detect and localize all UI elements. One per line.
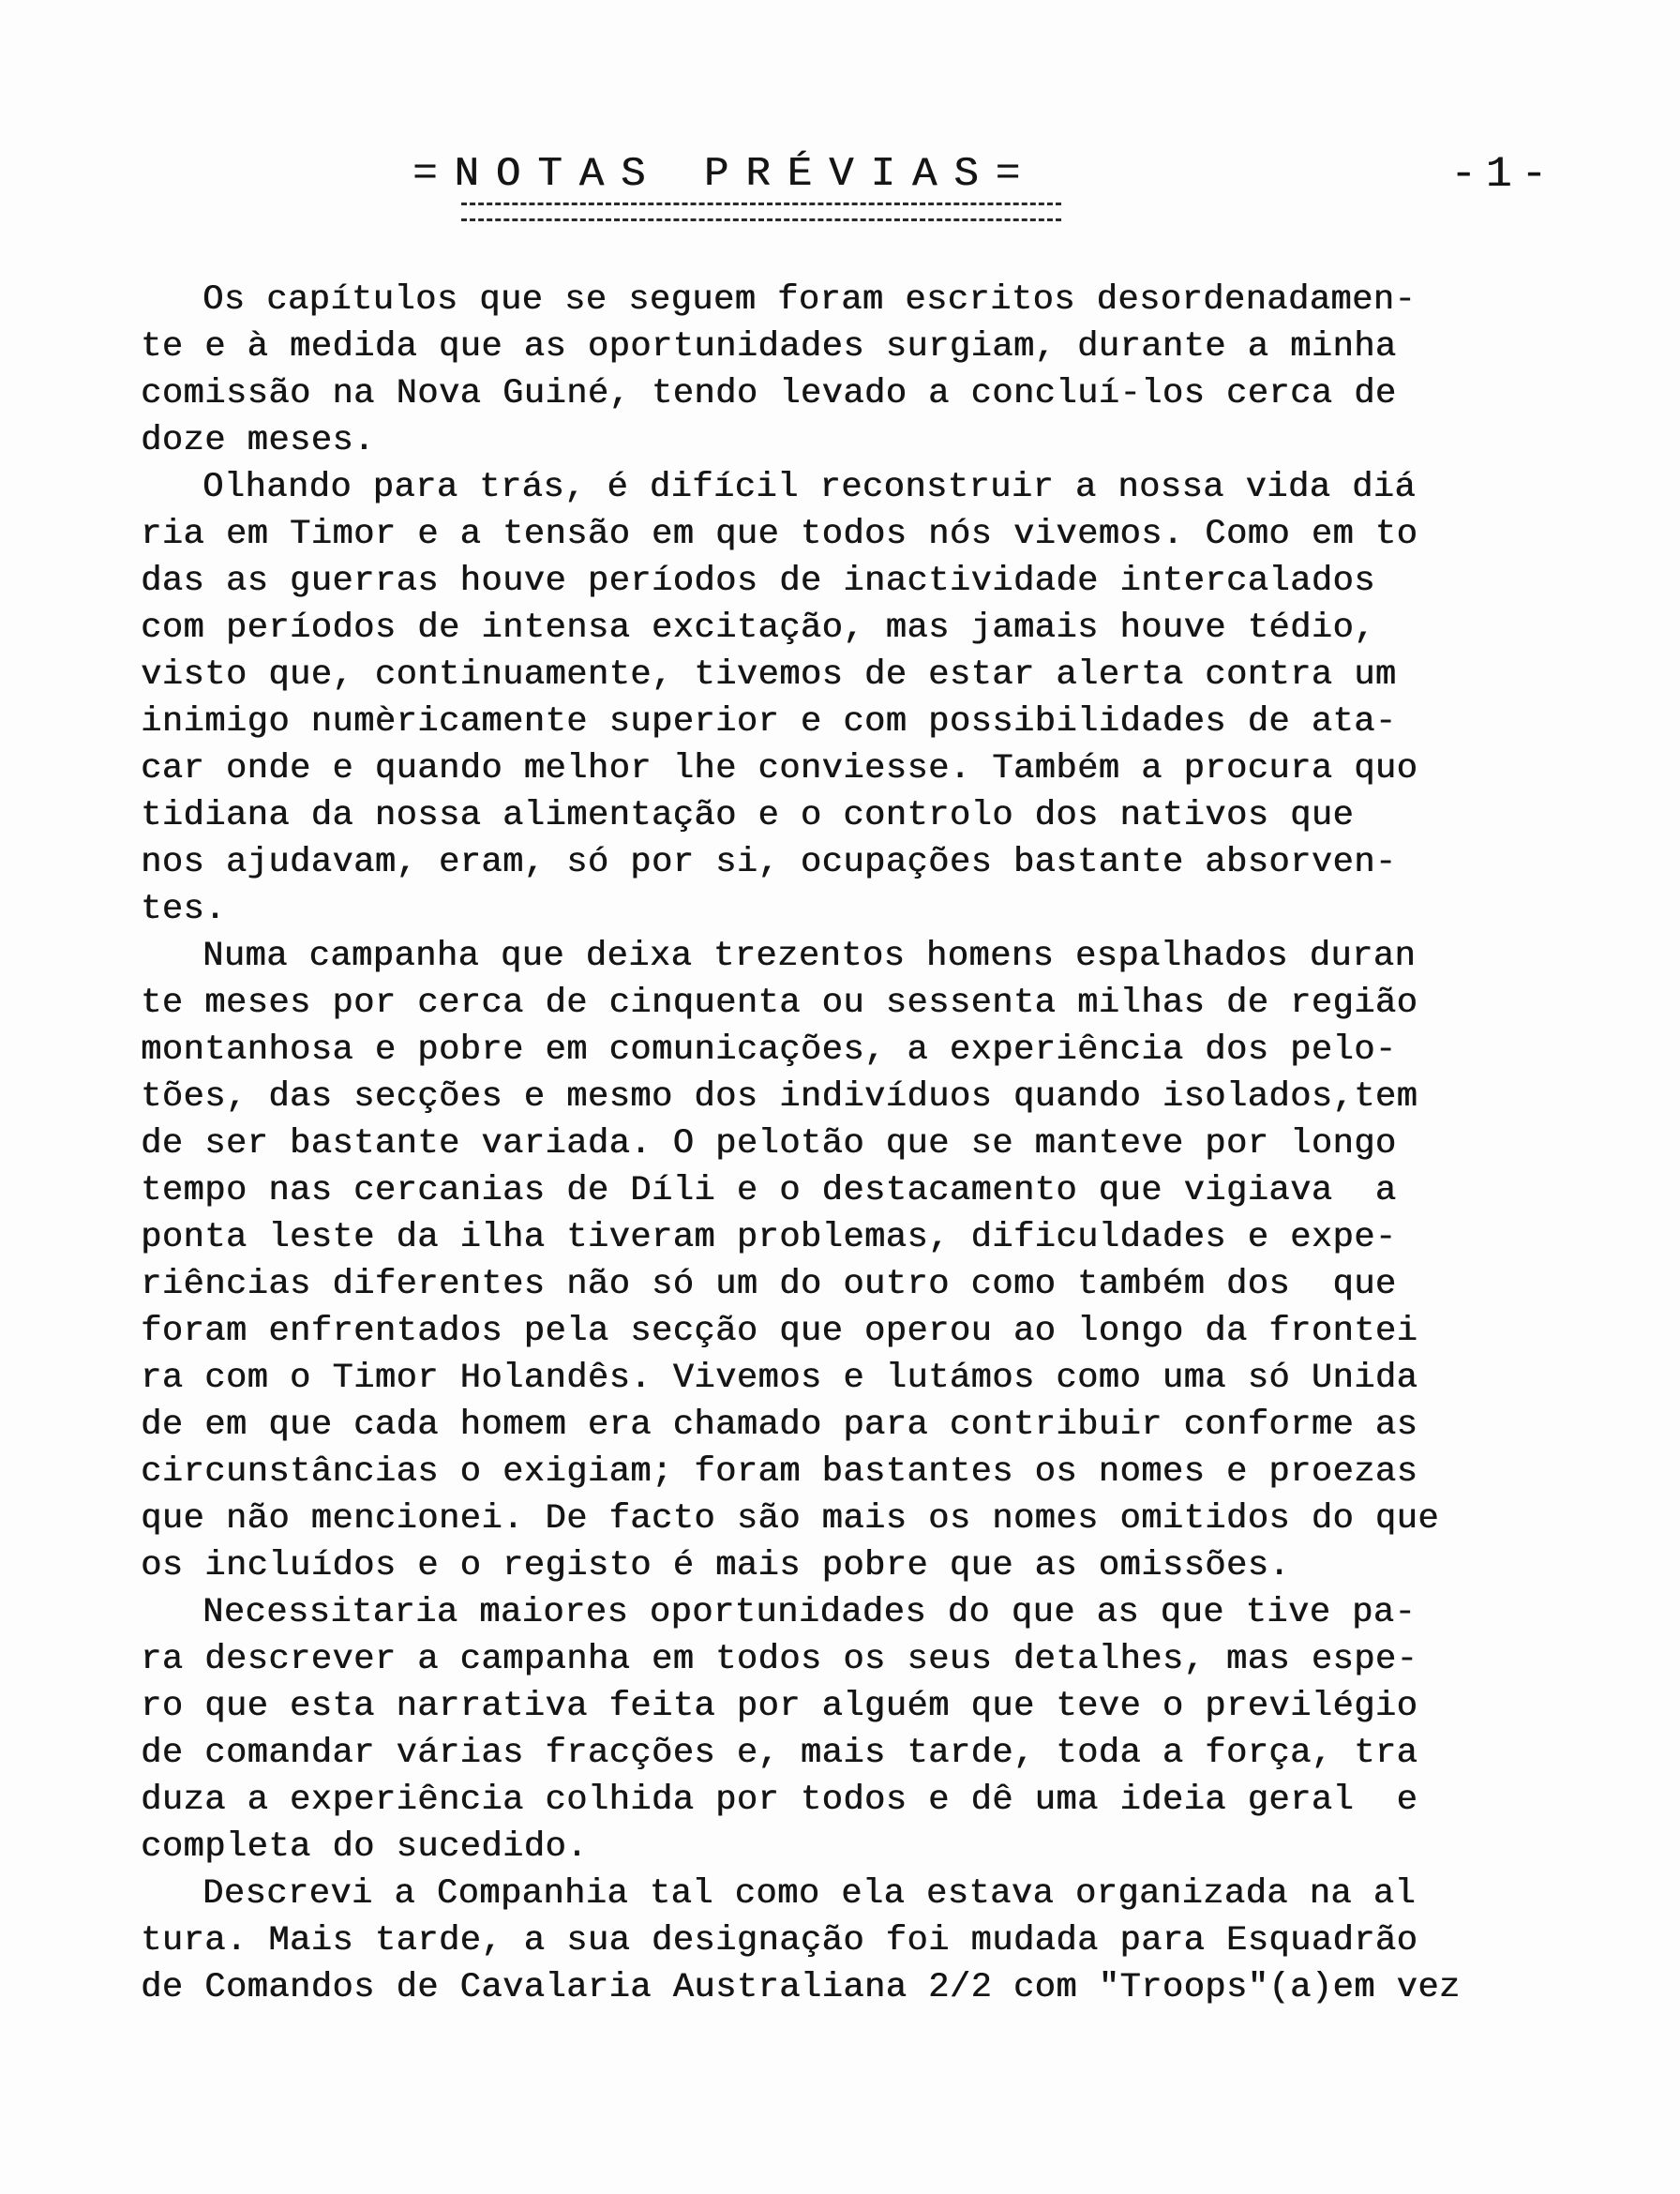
text-line: com períodos de intensa excitação, mas jamais houve tédio, [141, 609, 1375, 648]
text-line: te meses por cerca de cinquenta ou sessenta milhas de região [141, 984, 1418, 1023]
text-line: tões, das secções e mesmo dos indivíduos quando isolados,tem [141, 1077, 1418, 1117]
text-line: tura. Mais tarde, a sua designação foi mudada para Esquadrão [141, 1921, 1418, 1961]
text-line: visto que, continuamente, tivemos de estar alerta contra um [141, 655, 1397, 695]
text-line: Os capítulos que se seguem foram escritos desordenadamen- [202, 280, 1417, 320]
text-line: Numa campanha que deixa trezentos homens espalhados duran [202, 937, 1417, 976]
text-line: ra com o Timor Holandês. Vivemos e lutámos como uma só Unida [141, 1359, 1418, 1398]
text-line: nos ajudavam, eram, só por si, ocupações bastante absorven- [141, 843, 1397, 882]
text-line: ria em Timor e a tensão em que todos nós vivemos. Como em to [141, 515, 1418, 554]
body-text [141, 277, 1547, 2011]
page-number: -1- [1450, 150, 1556, 199]
text-line: de comandar várias fracções e, mais tarde, toda a força, tra [141, 1734, 1418, 1773]
text-line: riências diferentes não só um do outro como também dos que [141, 1265, 1397, 1304]
text-line: circunstâncias o exigiam; foram bastantes os nomes e proezas [141, 1452, 1418, 1492]
text-line: ponta leste da ilha tiveram problemas, dificuldades e expe- [141, 1218, 1397, 1257]
text-line: duza a experiência colhida por todos e dê uma ideia geral e [141, 1781, 1418, 1820]
text-line: doze meses. [141, 421, 375, 460]
text-line: tidiana da nossa alimentação e o controlo dos nativos que [141, 796, 1355, 835]
text-line: tes. [141, 890, 226, 929]
page-title: =NOTAS PRÉVIAS= [412, 151, 1038, 198]
text-line: Descrevi a Companhia tal como ela estava organizada na al [202, 1874, 1417, 1914]
text-line: que não mencionei. De facto são mais os nomes omitidos do que [141, 1499, 1439, 1539]
text-line: ra descrever a campanha em todos os seus detalhes, mas espe- [141, 1640, 1418, 1679]
text-line: tempo nas cercanias de Díli e o destacamento que vigiava a [141, 1171, 1397, 1210]
text-line: car onde e quando melhor lhe conviesse. Também a procura quo [141, 749, 1418, 789]
text-line: te e à medida que as oportunidades surgiam, durante a minha [141, 327, 1397, 367]
text-line: de ser bastante variada. O pelotão que se manteve por longo [141, 1124, 1397, 1164]
text-line: Necessitaria maiores oportunidades do que as que tive pa- [202, 1593, 1417, 1632]
text-line: Olhando para trás, é difícil reconstruir a nossa vida diá [202, 468, 1417, 507]
title-underline [461, 203, 1061, 221]
text-line: os incluídos e o registo é mais pobre que as omissões. [141, 1546, 1290, 1585]
text-line: de em que cada homem era chamado para contribuir conforme as [141, 1405, 1418, 1445]
text-line: ro que esta narrativa feita por alguém que teve o previlégio [141, 1687, 1418, 1726]
page-header [412, 150, 1556, 225]
text-line: completa do sucedido. [141, 1827, 588, 1867]
text-line: das as guerras houve períodos de inactividade intercalados [141, 562, 1375, 601]
text-line: comissão na Nova Guiné, tendo levado a concluí-los cerca de [141, 374, 1397, 413]
text-line: montanhosa e pobre em comunicações, a experiência dos pelo- [141, 1030, 1397, 1070]
text-line: foram enfrentados pela secção que operou ao longo da frontei [141, 1312, 1418, 1351]
text-line: inimigo numèricamente superior e com possibilidades de ata- [141, 702, 1397, 742]
text-line: de Comandos de Cavalaria Australiana 2/2 com "Troops"(a)em vez [141, 1968, 1461, 2007]
